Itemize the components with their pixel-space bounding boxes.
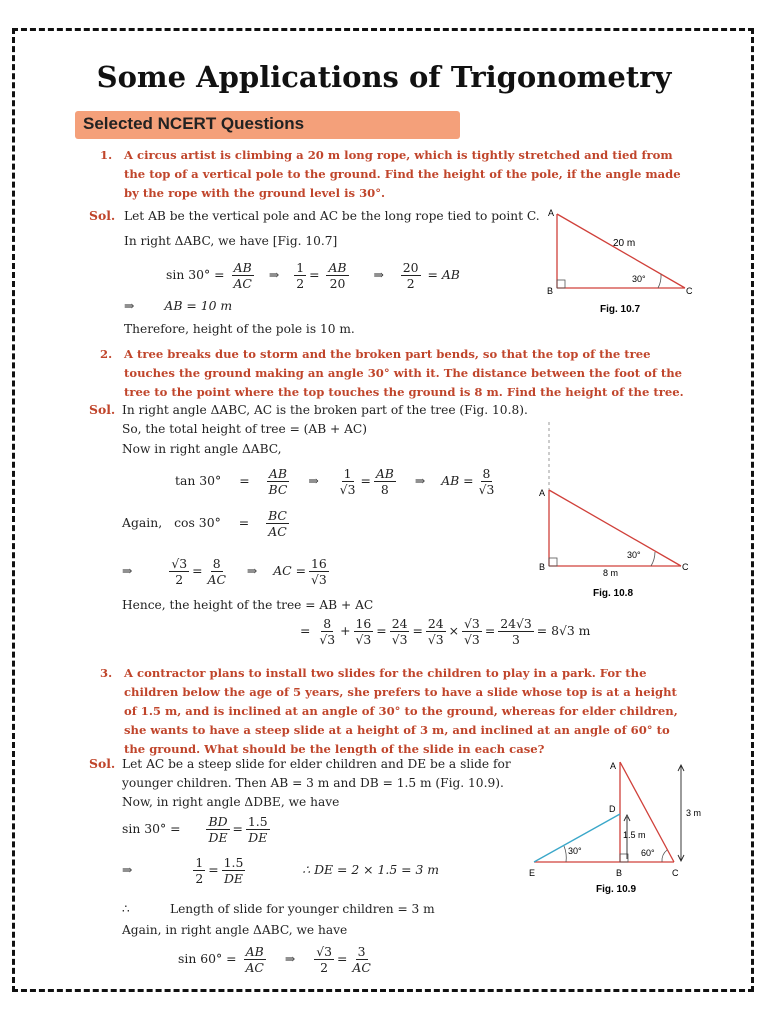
solution-line: Hence, the height of the tree = AB + AC: [122, 598, 374, 612]
solution-line: Let AC be a steep slide for elder children and DE be a slide for: [122, 757, 511, 771]
solution-line: Now in right angle ΔABC,: [122, 442, 282, 456]
vertex-a-label: A: [610, 761, 617, 771]
again-label: Again,: [122, 515, 163, 530]
therefore-symbol: ∴: [122, 902, 130, 916]
section-banner: [75, 111, 460, 139]
vertex-d-label: D: [609, 804, 616, 814]
vertex-a-label: A: [548, 208, 555, 218]
solution-line: Therefore, height of the pole is 10 m.: [124, 322, 355, 336]
equation-sin30-slide: sin 30° = $\frac{BD}{DE}$ = $\frac{1.5}{DE}$: [122, 814, 268, 845]
question-number: 2.: [100, 347, 113, 361]
frac-num: 20: [402, 260, 419, 275]
solution-label: Sol.: [89, 402, 116, 417]
solution-line: Let AB be the vertical pole and AC be the long rope tied to point C.: [124, 209, 540, 223]
frac-den: 2: [296, 276, 305, 291]
equals-sign: =: [238, 515, 250, 530]
solution-label: Sol.: [89, 208, 116, 223]
frac-den: AC: [233, 276, 252, 291]
question-text: A tree breaks due to storm and the broken part bends, so that the top of the tree touches the ground making an angle 30° with it. The distance between the foot of the tree to the point where the top touches the ground is 8 m. Find the height of the tree.: [124, 347, 684, 399]
equation-lhs: tan 30°: [175, 473, 222, 488]
vertex-b-label: B: [547, 286, 554, 296]
equation-de: ⇒ $\frac{1}{2}$ = $\frac{1.5}{DE}$ ∴ DE = 2 × 1.5 = 3 m: [122, 855, 440, 886]
solution-line: Length of slide for younger children = 3 m: [170, 902, 435, 916]
equation-lhs: sin 30° =: [122, 821, 181, 836]
frac-den: 2: [406, 276, 415, 291]
base-length-label: 8 m: [603, 568, 619, 578]
equation-cos30: Again, cos 30° = $\frac{BC}{AC}$: [122, 508, 287, 539]
rope-length-label: 20 m: [613, 238, 636, 249]
page-title: Some Applications of Trigonometry: [96, 60, 672, 94]
section-title: Selected NCERT Questions: [83, 114, 305, 133]
solution-line: Again, in right angle ΔABC, we have: [122, 923, 348, 937]
vertex-e-label: E: [529, 868, 536, 878]
result-text: = 8√3 m: [536, 623, 591, 638]
equation-lhs: cos 30°: [174, 515, 221, 530]
equation-rhs: = AB: [427, 267, 460, 282]
figure-10-8: [533, 418, 693, 604]
question-1: [100, 146, 692, 203]
solution-label: Sol.: [89, 756, 116, 771]
figure-caption: Fig. 10.8: [593, 588, 634, 599]
equation-lhs: sin 60° =: [178, 951, 237, 966]
equation-sin30: sin 30° = $\frac{AB}{AC}$ ⇒ $\frac{1}{2}$ = $\frac{AB}{20}$ ⇒ $\frac{20}{2}$ = AB: [166, 260, 460, 291]
vertex-c-label: C: [672, 868, 679, 878]
solution-line: So, the total height of tree = (AB + AC): [122, 422, 368, 436]
angle-60-label: 60°: [641, 848, 655, 858]
equation-result: ∴ DE = 2 × 1.5 = 3 m: [302, 862, 440, 877]
figure-10-9: [526, 752, 706, 897]
equation-height: = $\frac{8}{√3}$ + $\frac{16}{√3}$ = $\frac{24}{√3}$ = $\frac{24}{√3}$ × $\frac{√3}{√3}$ = $\frac{24√3}{3}$ = 8√3 m: [300, 616, 591, 647]
question-2: [100, 345, 692, 402]
frac-num: AB: [233, 260, 252, 275]
angle-30-label: 30°: [568, 846, 582, 856]
question-number: 1.: [100, 148, 113, 162]
equation-lhs: sin 30° =: [166, 267, 225, 282]
frac-den: 20: [329, 276, 346, 291]
vertex-c-label: C: [686, 286, 693, 296]
equation-ab: ⇒ AB = 10 m: [124, 298, 233, 313]
angle-label: 30°: [627, 550, 641, 560]
question-3: [100, 664, 692, 759]
solution-line: In right angle ΔABC, AC is the broken part of the tree (Fig. 10.8).: [122, 403, 528, 417]
figure-caption: Fig. 10.9: [596, 884, 637, 895]
solution-line: younger children. Then AB = 3 m and DB = 1.5 m (Fig. 10.9).: [122, 776, 504, 790]
equation-text: AB = 10 m: [164, 298, 233, 313]
frac-num: 1: [296, 260, 305, 275]
figure-10-7: [540, 206, 700, 316]
equation-sin60: sin 60° = $\frac{AB}{AC}$ ⇒ $\frac{√3}{2}$ = $\frac{3}{AC}$: [178, 944, 371, 975]
height-15m-label: 1.5 m: [623, 830, 646, 840]
vertex-b-label: B: [539, 562, 546, 572]
height-3m-label: 3 m: [686, 808, 702, 818]
equals-sign: =: [239, 473, 250, 488]
frac-num: AB: [328, 260, 347, 275]
equation-tan30: tan 30° = $\frac{AB}{BC}$ ⇒ $\frac{1}{√3}$ = $\frac{AB}{8}$ ⇒ AB = $\frac{8}{√3}$: [175, 466, 495, 497]
solution-line: In right ΔABC, we have [Fig. 10.7]: [124, 234, 338, 248]
question-text: A circus artist is climbing a 20 m long rope, which is tightly stretched and tied from the top of a vertical pole to the ground. Find the height of the pole, if the angle made by the rope with the ground level is 30°.: [124, 148, 681, 200]
angle-label: 30°: [632, 274, 646, 284]
question-text: A contractor plans to install two slides for the children to play in a park. For the children below the age of 5 years, she prefers to have a slide whose top is at a height of 1.5 m, and is inclined at an angle of 30° to the ground, whereas for elder children, she wants to have a steep slide at a height of 3 m, and inclined at an angle of 60° to the ground. What should be the length of the slide in each case?: [124, 666, 678, 756]
solution-line: Now, in right angle ΔDBE, we have: [122, 795, 340, 809]
equation-ac: ⇒ $\frac{√3}{2}$ = $\frac{8}{AC}$ ⇒ AC = $\frac{16}{√3}$: [122, 556, 327, 587]
question-number: 3.: [100, 666, 113, 680]
figure-caption: Fig. 10.7: [600, 304, 641, 315]
vertex-a-label: A: [539, 488, 546, 498]
vertex-b-label: B: [616, 868, 623, 878]
vertex-c-label: C: [682, 562, 689, 572]
